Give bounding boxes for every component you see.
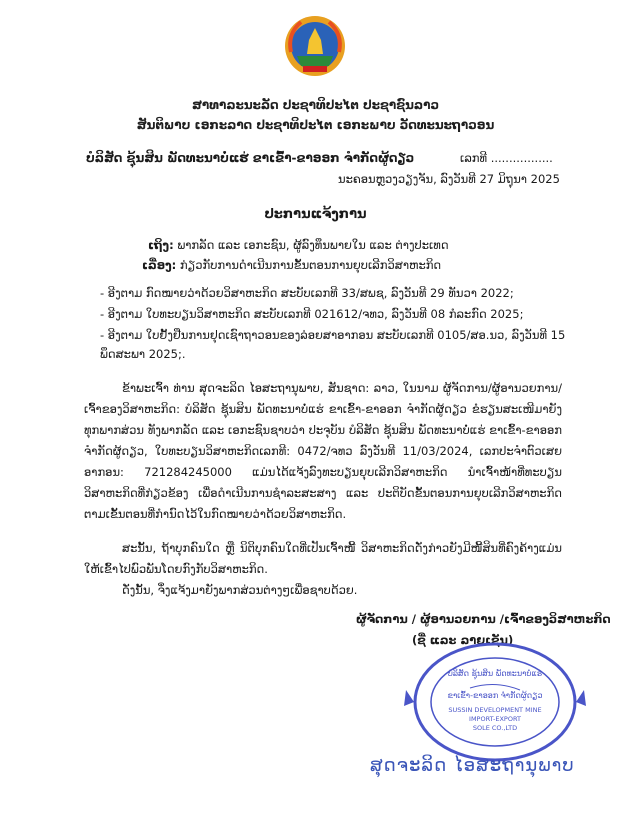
signature-name: ສຸດຈະລິດ ໄອສະຖານຸພາບ — [370, 755, 575, 776]
stamp-en-line: SUSSIN DEVELOPMENT MINE — [448, 706, 542, 714]
reference-item: - ອີງຕາມ ໃບທະບຽນວິສາຫະກິດ ສະບັບເລກທີ 021612/ຈທວ, ລົງວັນທີ 08 ກໍລະກົດ 2025; — [100, 307, 524, 321]
date-line: ນະຄອນຫຼວງວຽງຈັນ, ລົງວັນທີ 27 ມິຖຸນາ 2025 — [338, 172, 560, 186]
stamp-lao-sub: ຂາເຂົ້າ-ຂາອອກ ຈໍາກັດຜູ້ດຽວ — [447, 691, 543, 700]
company-name: ບໍລິສັດ ຊຸ້ນສິນ ພັດທະນາບໍ່ແຮ່ ຂາເຂົ້າ-ຂາອອກ ຈໍາກັດຜູ້ດຽວ — [86, 151, 415, 165]
stamp-en-line: IMPORT-EXPORT — [469, 715, 521, 723]
addressee-text: ພາກລັດ ແລະ ເອກະຊົນ, ຜູ້ລົງທຶນພາຍໃນ ແລະ ຕ່າງປະເທດ — [177, 238, 449, 252]
stamp-lao-name: ບໍລິສັດ ຊຸ້ນສິນ ພັດທະນາບໍ່ແຮ່ — [447, 669, 543, 678]
number-value: ................. — [490, 151, 553, 165]
body-paragraph-2: ສະນັ້ນ, ຖ້າບຸກຄົນໃດ ຫຼື ນິຕິບຸກຄົນໃດທີ່ເປັນເຈົ້າໜີ້ ວິສາຫະກິດດັ່ງກ່າວຍັງມີໜີ້ສິນທີ່ຄົງຄ້າງແມ່ນໃຫ້ເຂົ້າໄປພົວພັນໂດຍກົງກັບວິສາຫະກິດ. — [84, 541, 562, 576]
header-line-2: ສັນຕິພາບ ເອກະລາດ ປະຊາທິປະໄຕ ເອກະພາບ ວັດທະນະຖາວອນ — [136, 118, 495, 132]
subject-label: ເລື່ອງ: — [142, 258, 177, 272]
reference-item: - ອີງຕາມ ກົດໝາຍວ່າດ້ວຍວິສາຫະກິດ ສະບັບເລກທີ 33/ສພຊ, ລົງວັນທີ 29 ທັນວາ 2022; — [100, 286, 514, 300]
signature-title: ຜູ້ຈັດການ / ຜູ້ອານວຍການ /ເຈົ້າຂອງວິສາຫະກິດ — [356, 612, 611, 626]
addressee-label: ເຖິງ: — [148, 238, 174, 252]
reference-item: - ອີງຕາມ ໃບຢັ້ງຢືນການຢຸດເຊົາຖາວອນຂອງລ່ອຍສາອາກອນ ສະບັບເລກທີ 0105/ສອ.ນວ, ລົງວັນທີ 15 ພຶດສະພາ 2025;. — [100, 328, 566, 361]
header-line-1: ສາທາລະນະລັດ ປະຊາທິປະໄຕ ປະຊາຊົນລາວ — [191, 98, 440, 112]
stamp-en-line: SOLE CO.,LTD — [472, 724, 518, 732]
body-paragraph-1: ຂ້າພະເຈົ້າ ທ່ານ ສຸດຈະລິດ ໄອສະຖານຸພາບ, ສັນຊາດ: ລາວ, ໃນນາມ ຜູ້ຈັດການ/ຜູ້ອານວຍການ/ເຈົ້າຂອງວິສາຫະກິດ: ບໍລິສັດ ຊຸ້ນສິນ ພັດທະນາບໍ່ແຮ່ ຂາເຂົ້າ-ຂາອອກ ຈໍາກັດຜູ້ດຽວ ຂໍຮຽນສະເໜີມາຍັງທຸກພາກສ່ວນ ທັງພາກລັດ ແລະ ເອກະຊົນຊາບວ່າ ປະຈຸບັນ ບໍລິສັດ ຊຸ້ນສິນ ພັດທະນາບໍ່ແຮ່ ຂາເຂົ້າ-ຂາອອກ ຈໍາກັດຜູ້ດຽວ, ໃບທະບຽນວິສາຫະກິດເລກທີ: 0472/ຈທວ ລົງວັນທີ 11/03/2024, ເລກປະຈໍາຕົວເສຍອາກອນ: 721284245000 ແມ່ນໄດ້ແຈ້ງລົງທະບຽນຍຸບເລີກວິສາຫະກິດ ນໍາເຈົ້າໜ້າທີ່ທະບຽນວິສາຫະກິດທີ່ກ່ຽວຂ້ອງ ເພື່ອດໍາເນີນການຊໍາລະສະສາງ ແລະ ປະຕິບັດຂັ້ນຕອນການຍຸບເລີກວິສາຫະກິດຕາມເຂັ້ນຕອນທີ່ກໍານົດໄວ້ໃນກົດໝາຍວ່າດ້ວຍວິສາຫະກິດ. — [84, 381, 562, 521]
subject-row — [142, 258, 441, 272]
addressee-row — [148, 238, 449, 252]
document-number — [460, 151, 553, 165]
number-label: ເລກທີ — [460, 151, 488, 165]
company-stamp — [400, 640, 590, 765]
signature-subtitle: (ຊື່ ແລະ ລາຍເຊັນ) — [412, 633, 514, 647]
body-paragraph-3: ດັ່ງນັ້ນ, ຈຶ່ງແຈ້ງມາຍັງພາກສ່ວນຕ່າງໆເພື່ອຊາບດ້ວຍ. — [122, 583, 358, 597]
subject-text: ກ່ຽວກັບການດໍາເນີນການຂັ້ນຕອນການຍຸບເລີກວິສາຫະກິດ — [179, 258, 442, 272]
national-emblem — [283, 14, 347, 78]
page-title: ປະການແຈ້ງການ — [264, 207, 367, 222]
